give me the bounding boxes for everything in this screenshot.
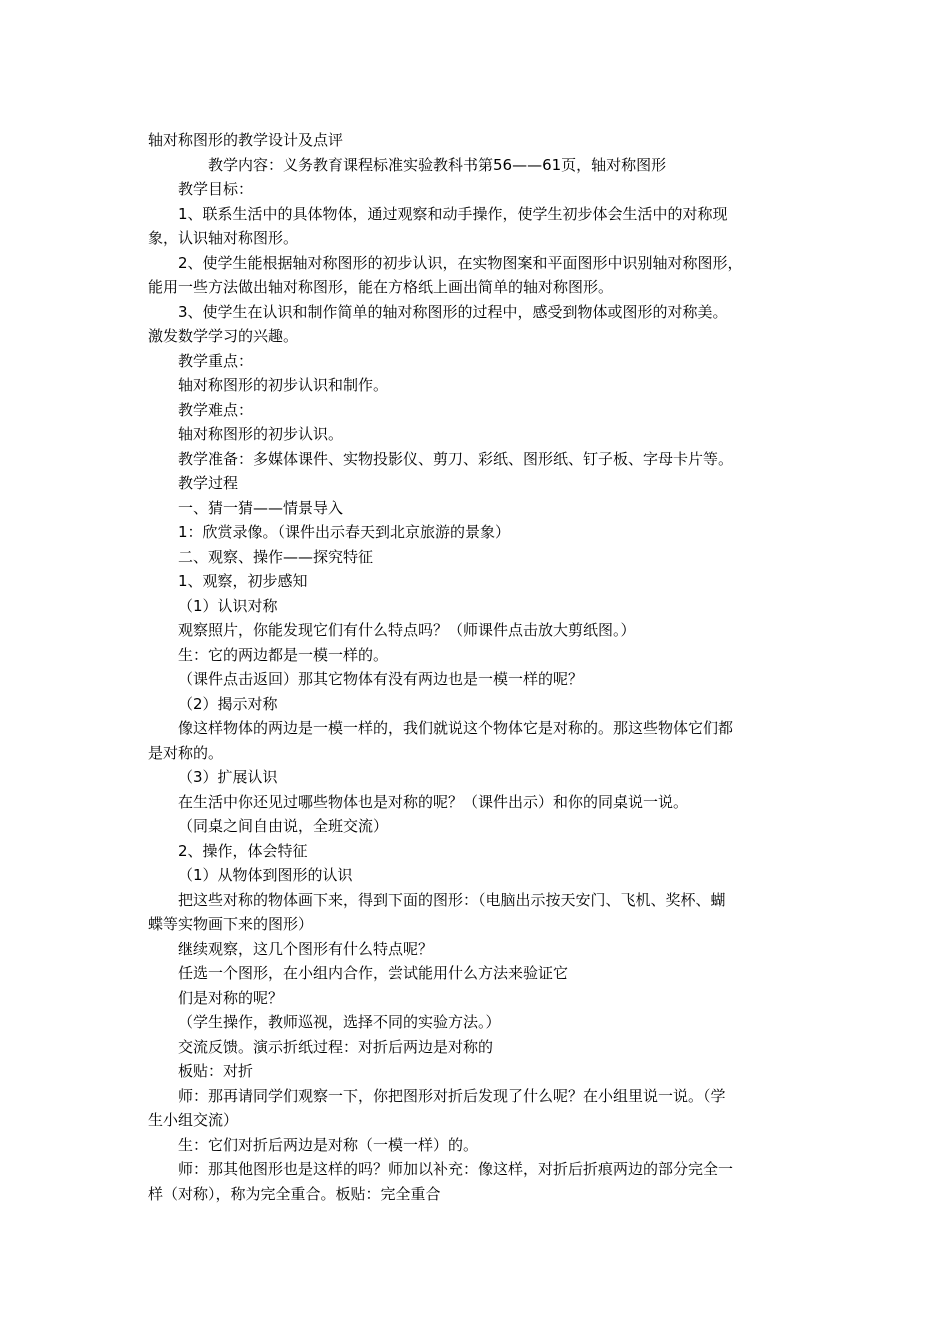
text-line: 蝶等实物画下来的图形） (148, 915, 314, 933)
text-line: 2、使学生能根据轴对称图形的初步认识，在实物图案和平面图形中识别轴对称图形， (178, 253, 743, 272)
text-line: 交流反馈。演示折纸过程：对折后两边是对称的 (178, 1037, 494, 1056)
text-line: 生：它的两边都是一模一样的。 (178, 645, 389, 664)
text-line: （课件点击返回）那其它物体有没有两边也是一模一样的呢？ (178, 670, 584, 688)
text-line: 板贴：对折 (178, 1062, 254, 1080)
text-line: 1：欣赏录像。（课件出示春天到北京旅游的景象） (178, 523, 511, 541)
text-line: 轴对称图形的初步认识和制作。 (178, 376, 389, 394)
text-line: （3）扩展认识 (178, 768, 278, 786)
text-line: 在生活中你还见过哪些物体也是对称的呢？（课件出示）和你的同桌说一说。 (178, 792, 689, 811)
text-line: 教学重点： (178, 351, 254, 370)
text-line: 任选一个图形，在小组内合作，尝试能用什么方法来验证它 (178, 964, 569, 982)
text-line: 教学难点： (178, 400, 254, 419)
text-line: （2）揭示对称 (178, 694, 278, 713)
text-line: 们是对称的呢？ (178, 988, 284, 1007)
text-line: 生：它们对折后两边是对称（一模一样）的。 (178, 1135, 479, 1154)
text-line: 1、观察，初步感知 (178, 572, 308, 590)
text-line: （1）认识对称 (178, 596, 278, 615)
text-line: 象，认识轴对称图形。 (148, 229, 299, 247)
text-line: 3、使学生在认识和制作简单的轴对称图形的过程中，感受到物体或图形的对称美。 (178, 302, 728, 321)
text-line: 师：那再请同学们观察一下，你把图形对折后发现了什么呢？在小组里说一说。（学 (178, 1086, 726, 1105)
text-line: 教学内容：义务教育课程标准实验教科书第56——61页，轴对称图形 (208, 155, 667, 174)
text-line: 轴对称图形的初步认识。 (178, 425, 344, 443)
text-line: 二、观察、操作——探究特征 (178, 547, 374, 566)
document-title: 轴对称图形的教学设计及点评 (148, 131, 344, 149)
text-line: 观察照片，你能发现它们有什么特点吗？（师课件点击放大剪纸图。） (178, 621, 636, 639)
text-line: 师：那其他图形也是这样的吗？师加以补充：像这样，对折后折痕两边的部分完全一 (178, 1160, 734, 1178)
text-line: 激发数学学习的兴趣。 (148, 327, 299, 345)
text-line: （1）从物体到图形的认识 (178, 866, 353, 884)
text-line: （学生操作，教师巡视，选择不同的实验方法。） (178, 1013, 501, 1031)
text-line: 能用一些方法做出轴对称图形，能在方格纸上画出简单的轴对称图形。 (148, 278, 614, 296)
text-line: 生小组交流） (148, 1111, 239, 1129)
text-line: 把这些对称的物体画下来，得到下面的图形：（电脑出示按天安门、飞机、奖杯、蝴 (178, 890, 726, 909)
text-line: 2、操作，体会特征 (178, 841, 308, 860)
text-line: 教学目标： (178, 180, 254, 198)
text-line: 样（对称），称为完全重合。板贴：完全重合 (148, 1184, 441, 1203)
text-line: 教学过程 (178, 474, 239, 492)
text-line: 继续观察，这几个图形有什么特点呢？ (178, 939, 434, 958)
text-line: 一、猜一猜——情景导入 (178, 498, 344, 517)
text-line: 1、联系生活中的具体物体，通过观察和动手操作，使学生初步体会生活中的对称现 (178, 204, 728, 223)
document-body (148, 128, 810, 1206)
text-line: 教学准备：多媒体课件、实物投影仪、剪刀、彩纸、图形纸、钉子板、字母卡片等。 (178, 449, 734, 468)
text-line: 是对称的。 (148, 743, 224, 762)
text-line: 像这样物体的两边是一模一样的，我们就说这个物体它是对称的。那这些物体它们都 (178, 719, 734, 737)
text-line: （同桌之间自由说，全班交流） (178, 817, 389, 835)
